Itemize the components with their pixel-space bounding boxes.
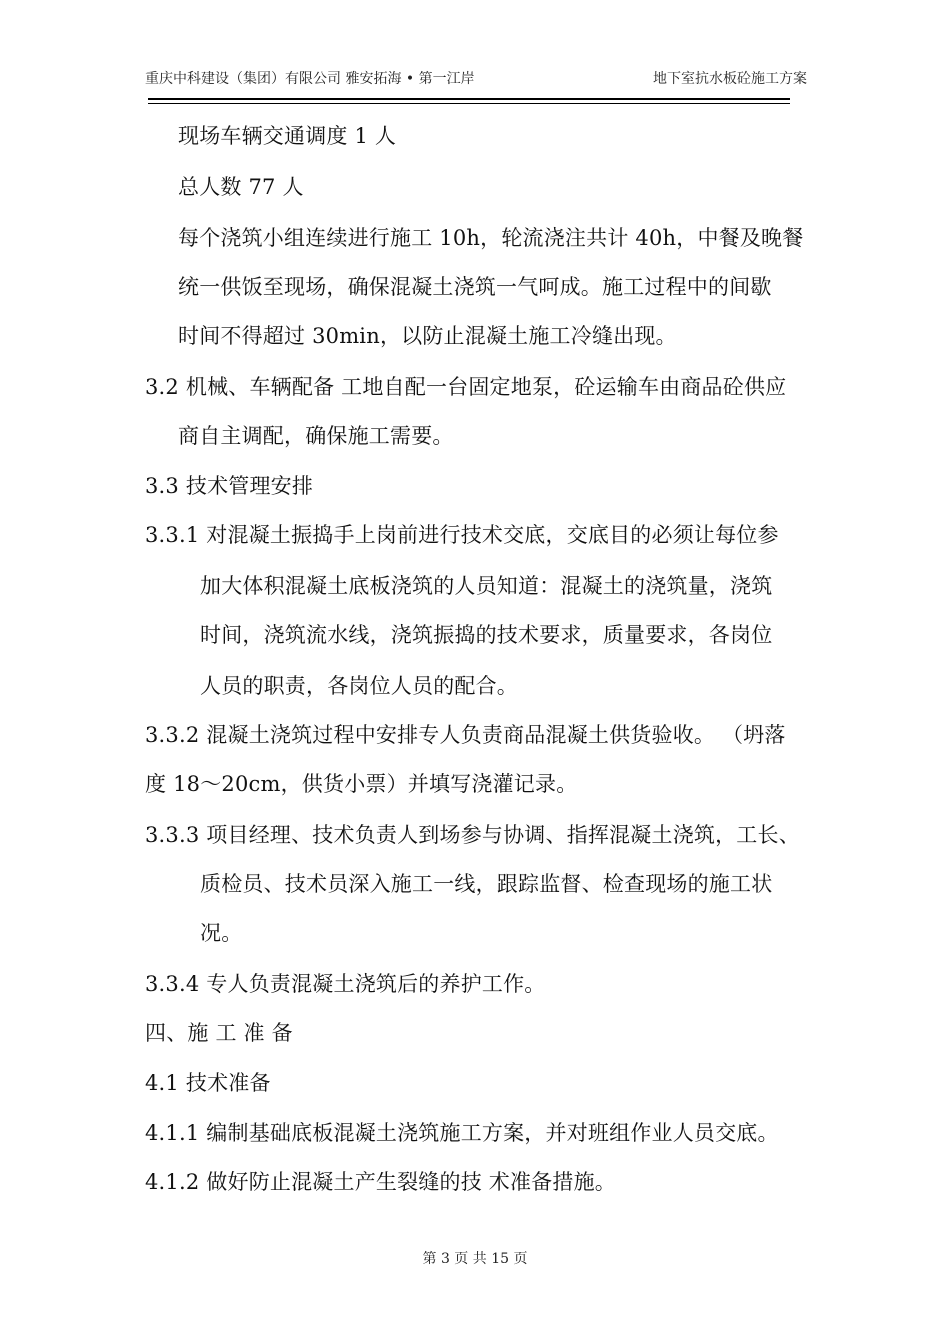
chapter-heading: 四、施 工 准 备 — [145, 1021, 293, 1045]
text-line: 每个浇筑小组连续进行施工 10h，轮流浇注共计 40h，中餐及晚餐 — [178, 226, 804, 250]
section-heading: 3.3 技术管理安排 — [145, 474, 314, 498]
text-line: 况。 — [200, 921, 243, 945]
text-line: 统一供饭至现场，确保混凝土浇筑一气呵成。施工过程中的间歇 — [178, 275, 772, 299]
header-rule-thin — [148, 103, 790, 104]
text-line: 4.1.1 编制基础底板混凝土浇筑施工方案，并对班组作业人员交底。 — [145, 1121, 779, 1145]
text-line: 3.3.1 对混凝土振捣手上岗前进行技术交底，交底目的必须让每位参 — [145, 523, 779, 547]
section-heading: 3.2 机械、车辆配备 工地自配一台固定地泵，砼运输车由商品砼供应 — [145, 375, 787, 399]
text-line: 4.1.2 做好防止混凝土产生裂缝的技 术准备措施。 — [145, 1170, 616, 1194]
text-line: 3.3.4 专人负责混凝土浇筑后的养护工作。 — [145, 972, 546, 996]
header-document-title: 地下室抗水板砼施工方案 — [653, 71, 807, 87]
text-line: 现场车辆交通调度 1 人 — [178, 124, 397, 148]
page-header — [145, 68, 807, 92]
text-line: 时间，浇筑流水线，浇筑振捣的技术要求，质量要求，各岗位 — [200, 623, 773, 647]
text-line: 质检员、技术员深入施工一线，跟踪监督、检查现场的施工状 — [200, 872, 773, 896]
text-line: 人员的职责，各岗位人员的配合。 — [200, 674, 518, 698]
text-line: 3.3.3 项目经理、技术负责人到场参与协调、指挥混凝土浇筑，工长、 — [145, 823, 800, 847]
text-line: 商自主调配，确保施工需要。 — [178, 424, 454, 448]
header-rule-thick — [148, 98, 790, 100]
text-line: 总人数 77 人 — [178, 175, 304, 199]
text-line: 度 18～20cm，供货小票）并填写浇灌记录。 — [145, 772, 578, 796]
text-line: 3.3.2 混凝土浇筑过程中安排专人负责商品混凝土供货验收。 （坍落 — [145, 723, 786, 747]
section-heading: 4.1 技术准备 — [145, 1071, 271, 1095]
page-number: 第 3 页 共 15 页 — [422, 1251, 528, 1267]
header-company: 重庆中科建设（集团）有限公司 雅安拓海 • 第一江岸 — [145, 71, 475, 87]
text-line: 时间不得超过 30min，以防止混凝土施工冷缝出现。 — [178, 324, 677, 348]
text-line: 加大体积混凝土底板浇筑的人员知道：混凝土的浇筑量，浇筑 — [200, 574, 773, 598]
